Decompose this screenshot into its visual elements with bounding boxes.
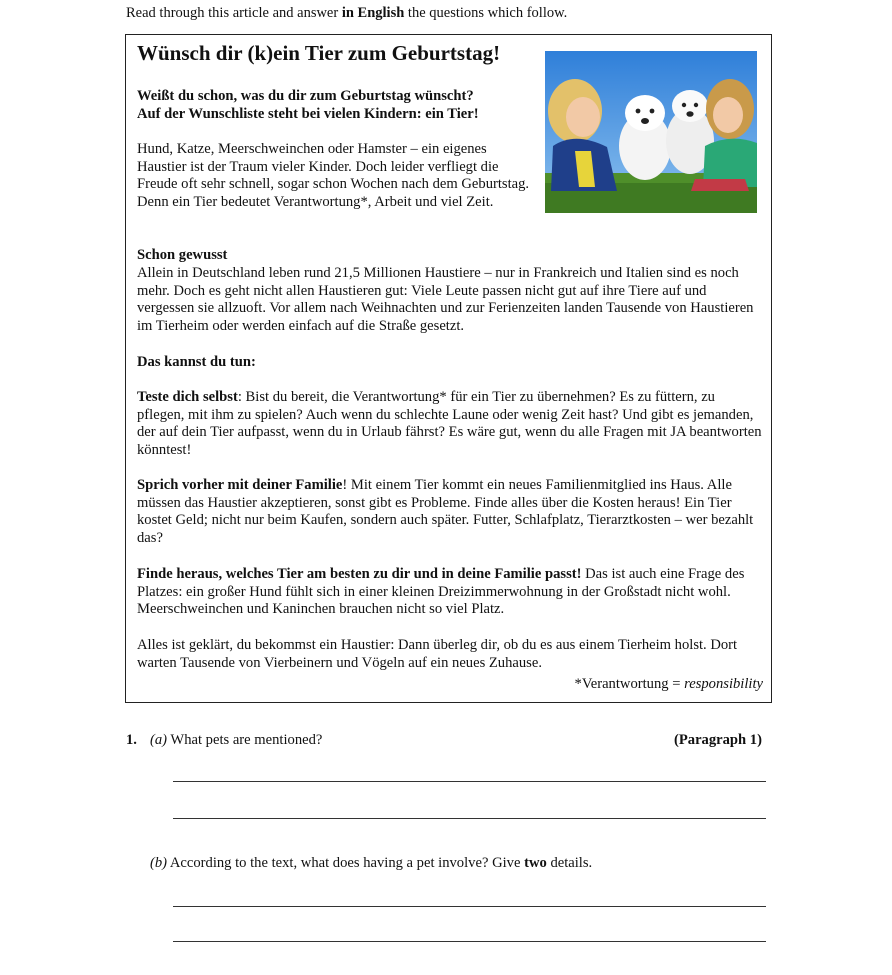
paragraph-1: Hund, Katze, Meerschweinchen oder Hamster – ein eigenes Haustier ist der Traum vieler Kinder. Doch leider verfliegt die Freude oft sehr schnell, sogar schon Wochen nach dem Geburtstag. Denn ein Tier bedeutet Verantwortung*, Arbeit und viel Zeit. (137, 141, 530, 210)
answer-line-b-1[interactable] (173, 906, 766, 907)
section-heading-schon-gewusst: Schon gewusst (137, 247, 228, 263)
answer-line-a-2[interactable] (173, 818, 766, 819)
tip-1-text: : Bist du bereit, die Verantwortung* für ein Tier zu übernehmen? Es zu füttern, zu pflegen, mit ihm zu spielen? Auch wenn du schlechte Laune oder wenig Zeit hast? Und gibt es jemanden, der auf dein Tier aufpasst, wenn du in Urlaub fährst? Es wäre gut, wenn du alle Fragen mit JA beantworten könntest! (137, 389, 762, 458)
question-b-text-end: details. (546, 855, 593, 871)
tip-sprich-mit-familie (137, 477, 763, 547)
tip-2-text: ! Mit einem Tier kommt ein neues Familienmitglied ins Haus. Alle müssen das Haustier akzeptieren, sonst gibt es Probleme. Finde alles über die Kosten heraus! Ein Tier kostet Geld; nicht nur beim Kaufen, sondern auch später. Futter, Schlafplatz, Tierarztkosten – wer bezahlt das? (137, 477, 754, 546)
footnote-term: *Verantwortung = (574, 676, 685, 692)
tip-3-text: Das ist auch eine Frage des Platzes: ein großer Hund fühlt sich in einer kleinen Dreizimmerwohnung in der Großstadt nicht wohl. Meerschweinchen und Kaninchen brauchen nicht so viel Platz. (137, 566, 745, 618)
answer-line-b-2[interactable] (173, 941, 766, 942)
question-b-text: According to the text, what does having a pet involve? Give (169, 855, 525, 871)
question-b-label: (b) (150, 855, 168, 871)
question-a-label: (a) (150, 732, 168, 748)
paragraph-schon-gewusst: Allein in Deutschland leben rund 21,5 Millionen Haustiere – nur in Frankreich und Italien sind es noch mehr. Doch es geht nicht allen Haustieren gut: Viele Leute passen nicht gut auf ihre Tiere auf und vergessen sie allzuoft. Vor allem nach Weihnachten und zur Ferienzeiten landen Tausende von Haustieren im Tierheim oder werden einfach auf die Straße gesetzt. (137, 265, 754, 334)
tip-teste-dich-selbst (137, 389, 763, 459)
article-title: Wünsch dir (k)ein Tier zum Geburtstag! (137, 41, 501, 65)
instruction-text-end: the questions which follow. (404, 5, 568, 21)
lead-line-2: Auf der Wunschliste steht bei vielen Kindern: ein Tier! (137, 105, 479, 122)
question-b (150, 855, 592, 872)
tip-1-heading: Teste dich selbst (137, 389, 238, 405)
question-b-emphasis: two (524, 855, 547, 871)
section-heading-das-kannst-du-tun: Das kannst du tun: (137, 354, 256, 370)
instruction-emphasis: in English (341, 5, 405, 21)
lead-line-1: Weißt du schon, was du dir zum Geburtstag wünscht? (137, 88, 474, 104)
children-with-dogs-photo (545, 51, 757, 213)
question-a-reference: (Paragraph 1) (674, 732, 762, 748)
question-a (150, 732, 322, 749)
tip-3-heading: Finde heraus, welches Tier am besten zu dir und in deine Familie passt! (137, 566, 582, 582)
footnote-translation: responsibility (684, 676, 763, 692)
instruction-line (126, 5, 567, 22)
closing-paragraph: Alles ist geklärt, du bekommst ein Haustier: Dann überleg dir, ob du es aus einem Tierheim holst. Dort warten Tausende von Vierbeinern und Vögeln auf ein neues Zuhause. (137, 637, 738, 671)
article-box (125, 34, 772, 703)
footnote (575, 676, 763, 693)
lead-question (137, 88, 537, 123)
question-number: 1. (126, 732, 137, 748)
instruction-text: Read through this article and answer (126, 5, 342, 21)
tip-finde-heraus (137, 566, 763, 619)
question-a-text: What pets are mentioned? (170, 732, 323, 748)
answer-line-a-1[interactable] (173, 781, 766, 782)
tip-2-heading: Sprich vorher mit deiner Familie (137, 477, 343, 493)
